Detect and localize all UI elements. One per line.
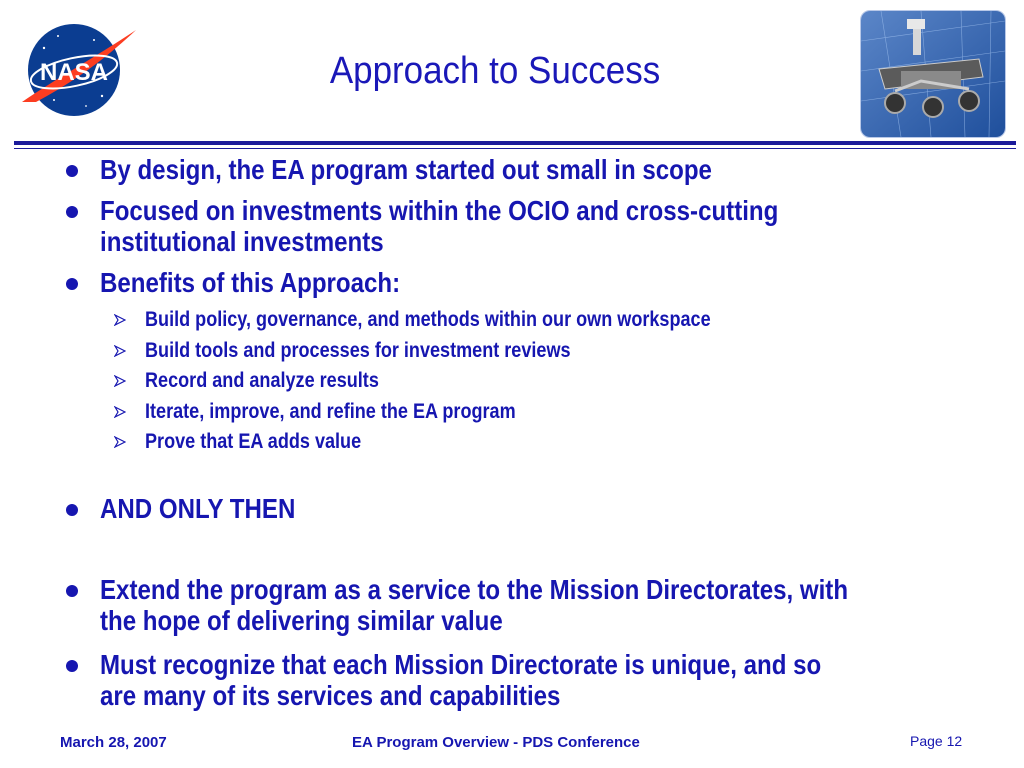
footer-conference: EA Program Overview - PDS Conference <box>352 734 640 751</box>
bullet-dot <box>66 660 78 672</box>
bullet-text: Must recognize that each Mission Directorate is unique, and so are many of its services and capabilities <box>100 649 822 711</box>
bullet-text: By design, the EA program started out small in scope <box>100 154 712 185</box>
arrow-bullet-icon <box>114 436 126 448</box>
nasa-logo-text: NASA <box>39 59 109 86</box>
arrow-bullet-icon <box>114 406 126 418</box>
bullet-text: Benefits of this Approach: <box>100 267 401 298</box>
arrow-bullet-icon <box>114 345 126 357</box>
arrow-bullet-icon <box>114 314 126 326</box>
sub-bullet-text: Build tools and processes for investment reviews <box>145 339 571 362</box>
bullet-text: Focused on investments within the OCIO and cross-cutting institutional investments <box>100 195 779 257</box>
slide-title: Approach to Success <box>329 50 661 92</box>
bullet-dot <box>66 504 78 516</box>
bullet-text: AND ONLY THEN <box>100 493 296 524</box>
footer-date: March 28, 2007 <box>60 734 167 751</box>
bullet-text: Extend the program as a service to the Mission Directorates, with the hope of delivering similar value <box>100 574 849 636</box>
footer-page-number: Page 12 <box>910 733 963 749</box>
sub-bullet-text: Prove that EA adds value <box>145 430 362 453</box>
sub-bullet-text: Record and analyze results <box>145 369 379 392</box>
sub-bullet-text: Build policy, governance, and methods within our own workspace <box>145 308 711 331</box>
sub-bullet-text: Iterate, improve, and refine the EA program <box>145 400 516 423</box>
arrow-bullet-icon <box>114 375 126 387</box>
bullet-dot <box>66 585 78 597</box>
bullet-dot <box>66 165 78 177</box>
bullet-dot <box>66 206 78 218</box>
bullet-dot <box>66 278 78 290</box>
